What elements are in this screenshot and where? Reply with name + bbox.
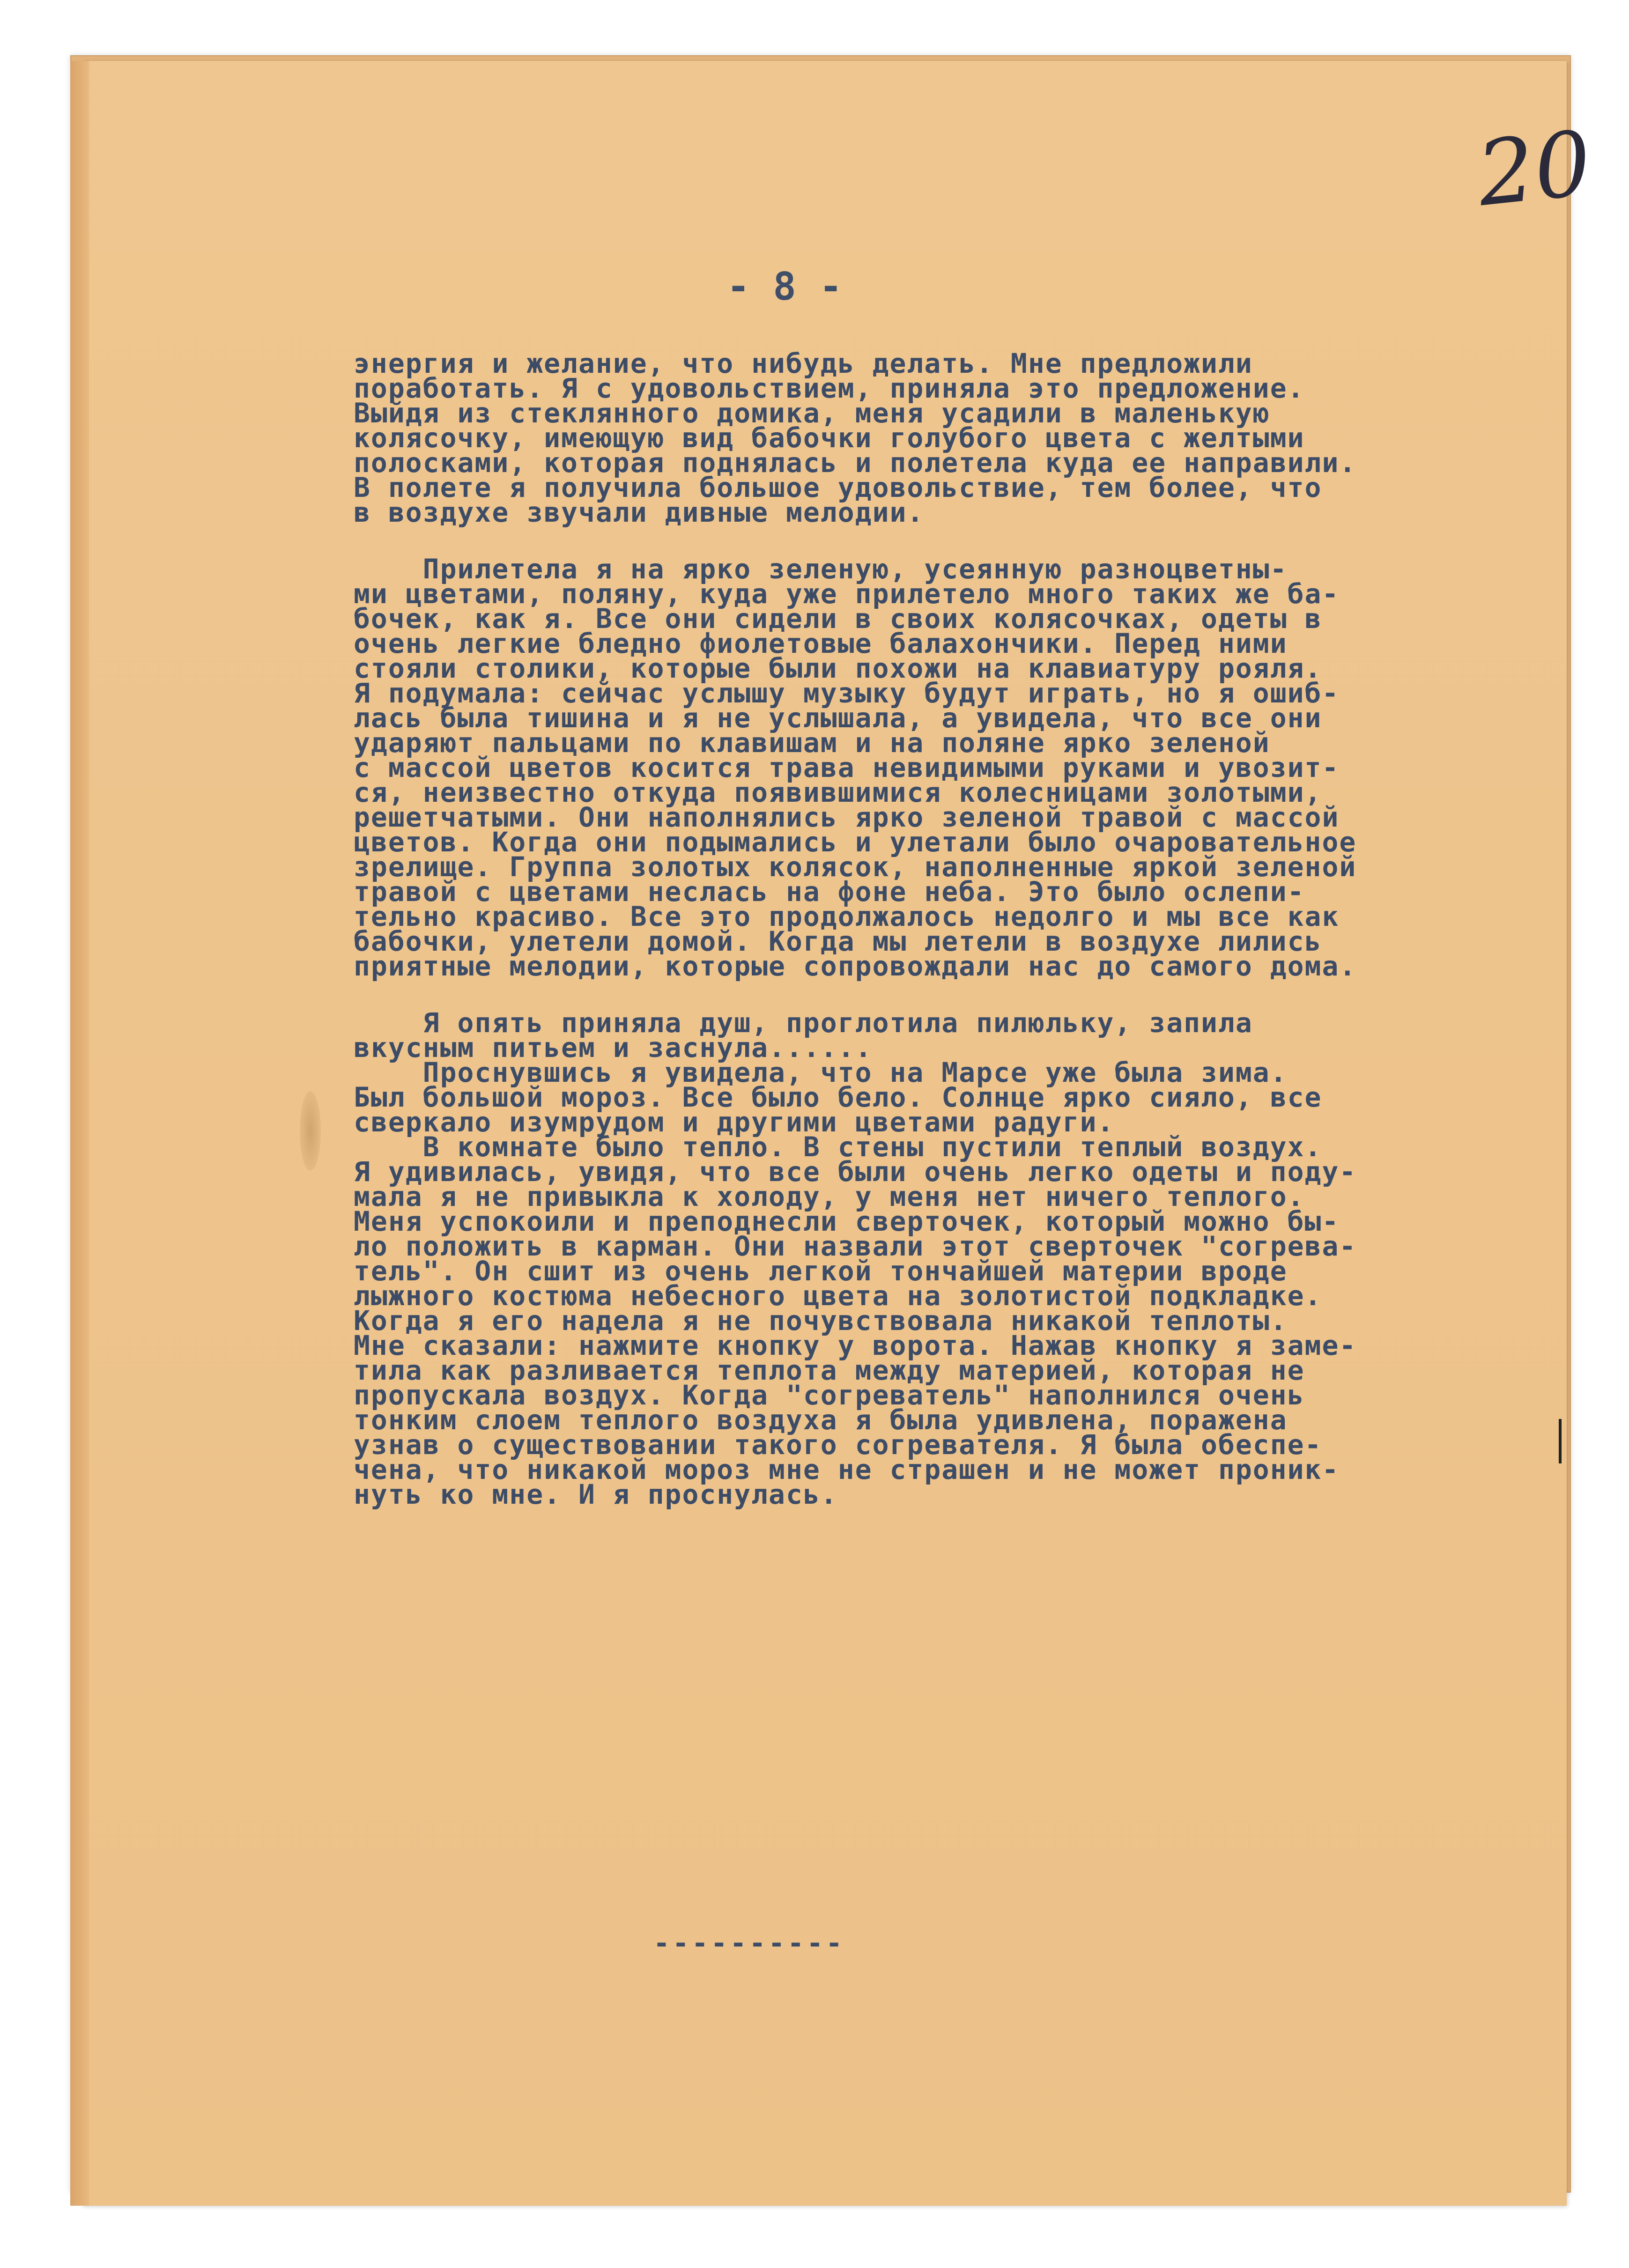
text-line: тель". Он сшит из очень легкой тончайшей материи вроде [354, 1255, 1288, 1287]
text-line: В полете я получила большое удовольствие, тем более, что [354, 472, 1322, 503]
text-line: Я удивилась, увидя, что все были очень легко одеты и поду- [354, 1156, 1357, 1188]
text-line: стояли столики, которые были похожи на клавиатуру рояля. [354, 652, 1322, 684]
text-line: лась была тишина и я не услышала, а увидела, что все они [354, 702, 1322, 734]
text-line: узнав о существовании такого согревателя. Я была обеспе- [354, 1429, 1322, 1461]
text-line: Прилетела я на ярко зеленую, усеянную разноцветны- [354, 553, 1288, 585]
text-line: в воздухе звучали дивные мелодии. [354, 496, 925, 528]
text-line: нуть ко мне. И я проснулась. [354, 1478, 838, 1510]
paragraph-gap [354, 525, 1571, 557]
text-line: Мне сказали: нажмите кнопку у ворота. Нажав кнопку я заме- [354, 1330, 1357, 1361]
text-line: сверкало изумрудом и другими цветами радуги. [354, 1106, 1115, 1138]
text-line: травой с цветами неслась на фоне неба. Это было ослепи- [354, 876, 1305, 908]
text-line: Проснувшись я увидела, что на Марсе уже была зима. [354, 1056, 1288, 1088]
text-line: Я опять приняла душ, проглотила пилюльку, запила [354, 1007, 1253, 1039]
text-line: Когда я его надела я не почувствовала никакой теплоты. [354, 1305, 1288, 1337]
text-line: колясочку, имеющую вид бабочки голубого цвета с желтыми [354, 422, 1305, 454]
text-line: лыжного костюма небесного цвета на золотистой подкладке. [354, 1280, 1322, 1312]
paper-stain [300, 1091, 321, 1171]
text-line: с массой цветов косится трава невидимыми руками и увозит- [354, 752, 1340, 783]
text-line: ло положить в карман. Они назвали этот сверточек "согрева- [354, 1230, 1357, 1262]
page-number: - 8 - [726, 265, 843, 309]
text-line: цветов. Когда они подымались и улетали было очаровательное [354, 826, 1357, 858]
typed-text-body [354, 347, 1571, 1510]
text-line: тонким слоем теплого воздуха я была удивлена, поражена [354, 1404, 1288, 1436]
text-line: мала я не привыкла к холоду, у меня нет ничего теплого. [354, 1181, 1305, 1212]
page-edge [70, 61, 89, 2206]
text-line: ударяют пальцами по клавишам и на поляне ярко зеленой [354, 727, 1270, 759]
text-line: полосками, которая поднялась и полетела куда ее направили. [354, 447, 1357, 479]
text-line: Был большой мороз. Все было бело. Солнце ярко сияло, все [354, 1081, 1322, 1113]
text-line: зрелище. Группа золотых колясок, наполненные яркой зеленой [354, 851, 1357, 883]
paragraph-gap [354, 979, 1571, 1011]
text-line: поработать. Я с удовольствием, приняла это предложение. [354, 372, 1305, 404]
end-divider: ---------- [653, 1927, 845, 1959]
text-line: приятные мелодии, которые сопровождали нас до самого дома. [354, 950, 1357, 982]
text-line: тила как разливается теплота между материей, которая не [354, 1354, 1305, 1386]
text-line: решетчатыми. Они наполнялись ярко зеленой травой с массой [354, 801, 1340, 833]
text-line: чена, что никакой мороз мне не страшен и не может проник- [354, 1454, 1340, 1485]
text-line: бочек, как я. Все они сидели в своих колясочках, одеты в [354, 603, 1322, 635]
text-line: энергия и желание, что нибудь делать. Мне предложили [354, 347, 1253, 379]
text-line: Я подумала: сейчас услышу музыку будут играть, но я ошиб- [354, 677, 1340, 709]
text-line: вкусным питьем и заснула...... [354, 1032, 873, 1064]
handwritten-folio-number: 20 [1473, 111, 1596, 227]
text-line: тельно красиво. Все это продолжалось недолго и мы все как [354, 901, 1340, 932]
text-line: В комнате было тепло. В стены пустили теплый воздух. [354, 1131, 1322, 1163]
text-line: бабочки, улетели домой. Когда мы летели в воздухе лились [354, 925, 1322, 957]
text-line: ся, неизвестно откуда появившимися колесницами золотыми, [354, 776, 1322, 808]
text-line: ми цветами, поляну, куда уже прилетело много таких же ба- [354, 578, 1340, 610]
text-line: пропускала воздух. Когда "согреватель" наполнился очень [354, 1379, 1305, 1411]
text-line: Меня успокоили и преподнесли сверточек, который можно бы- [354, 1205, 1340, 1237]
text-line: очень легкие бледно фиолетовые балахончики. Перед ними [354, 628, 1288, 659]
text-line: Выйдя из стеклянного домика, меня усадили в маленькую [354, 397, 1270, 429]
